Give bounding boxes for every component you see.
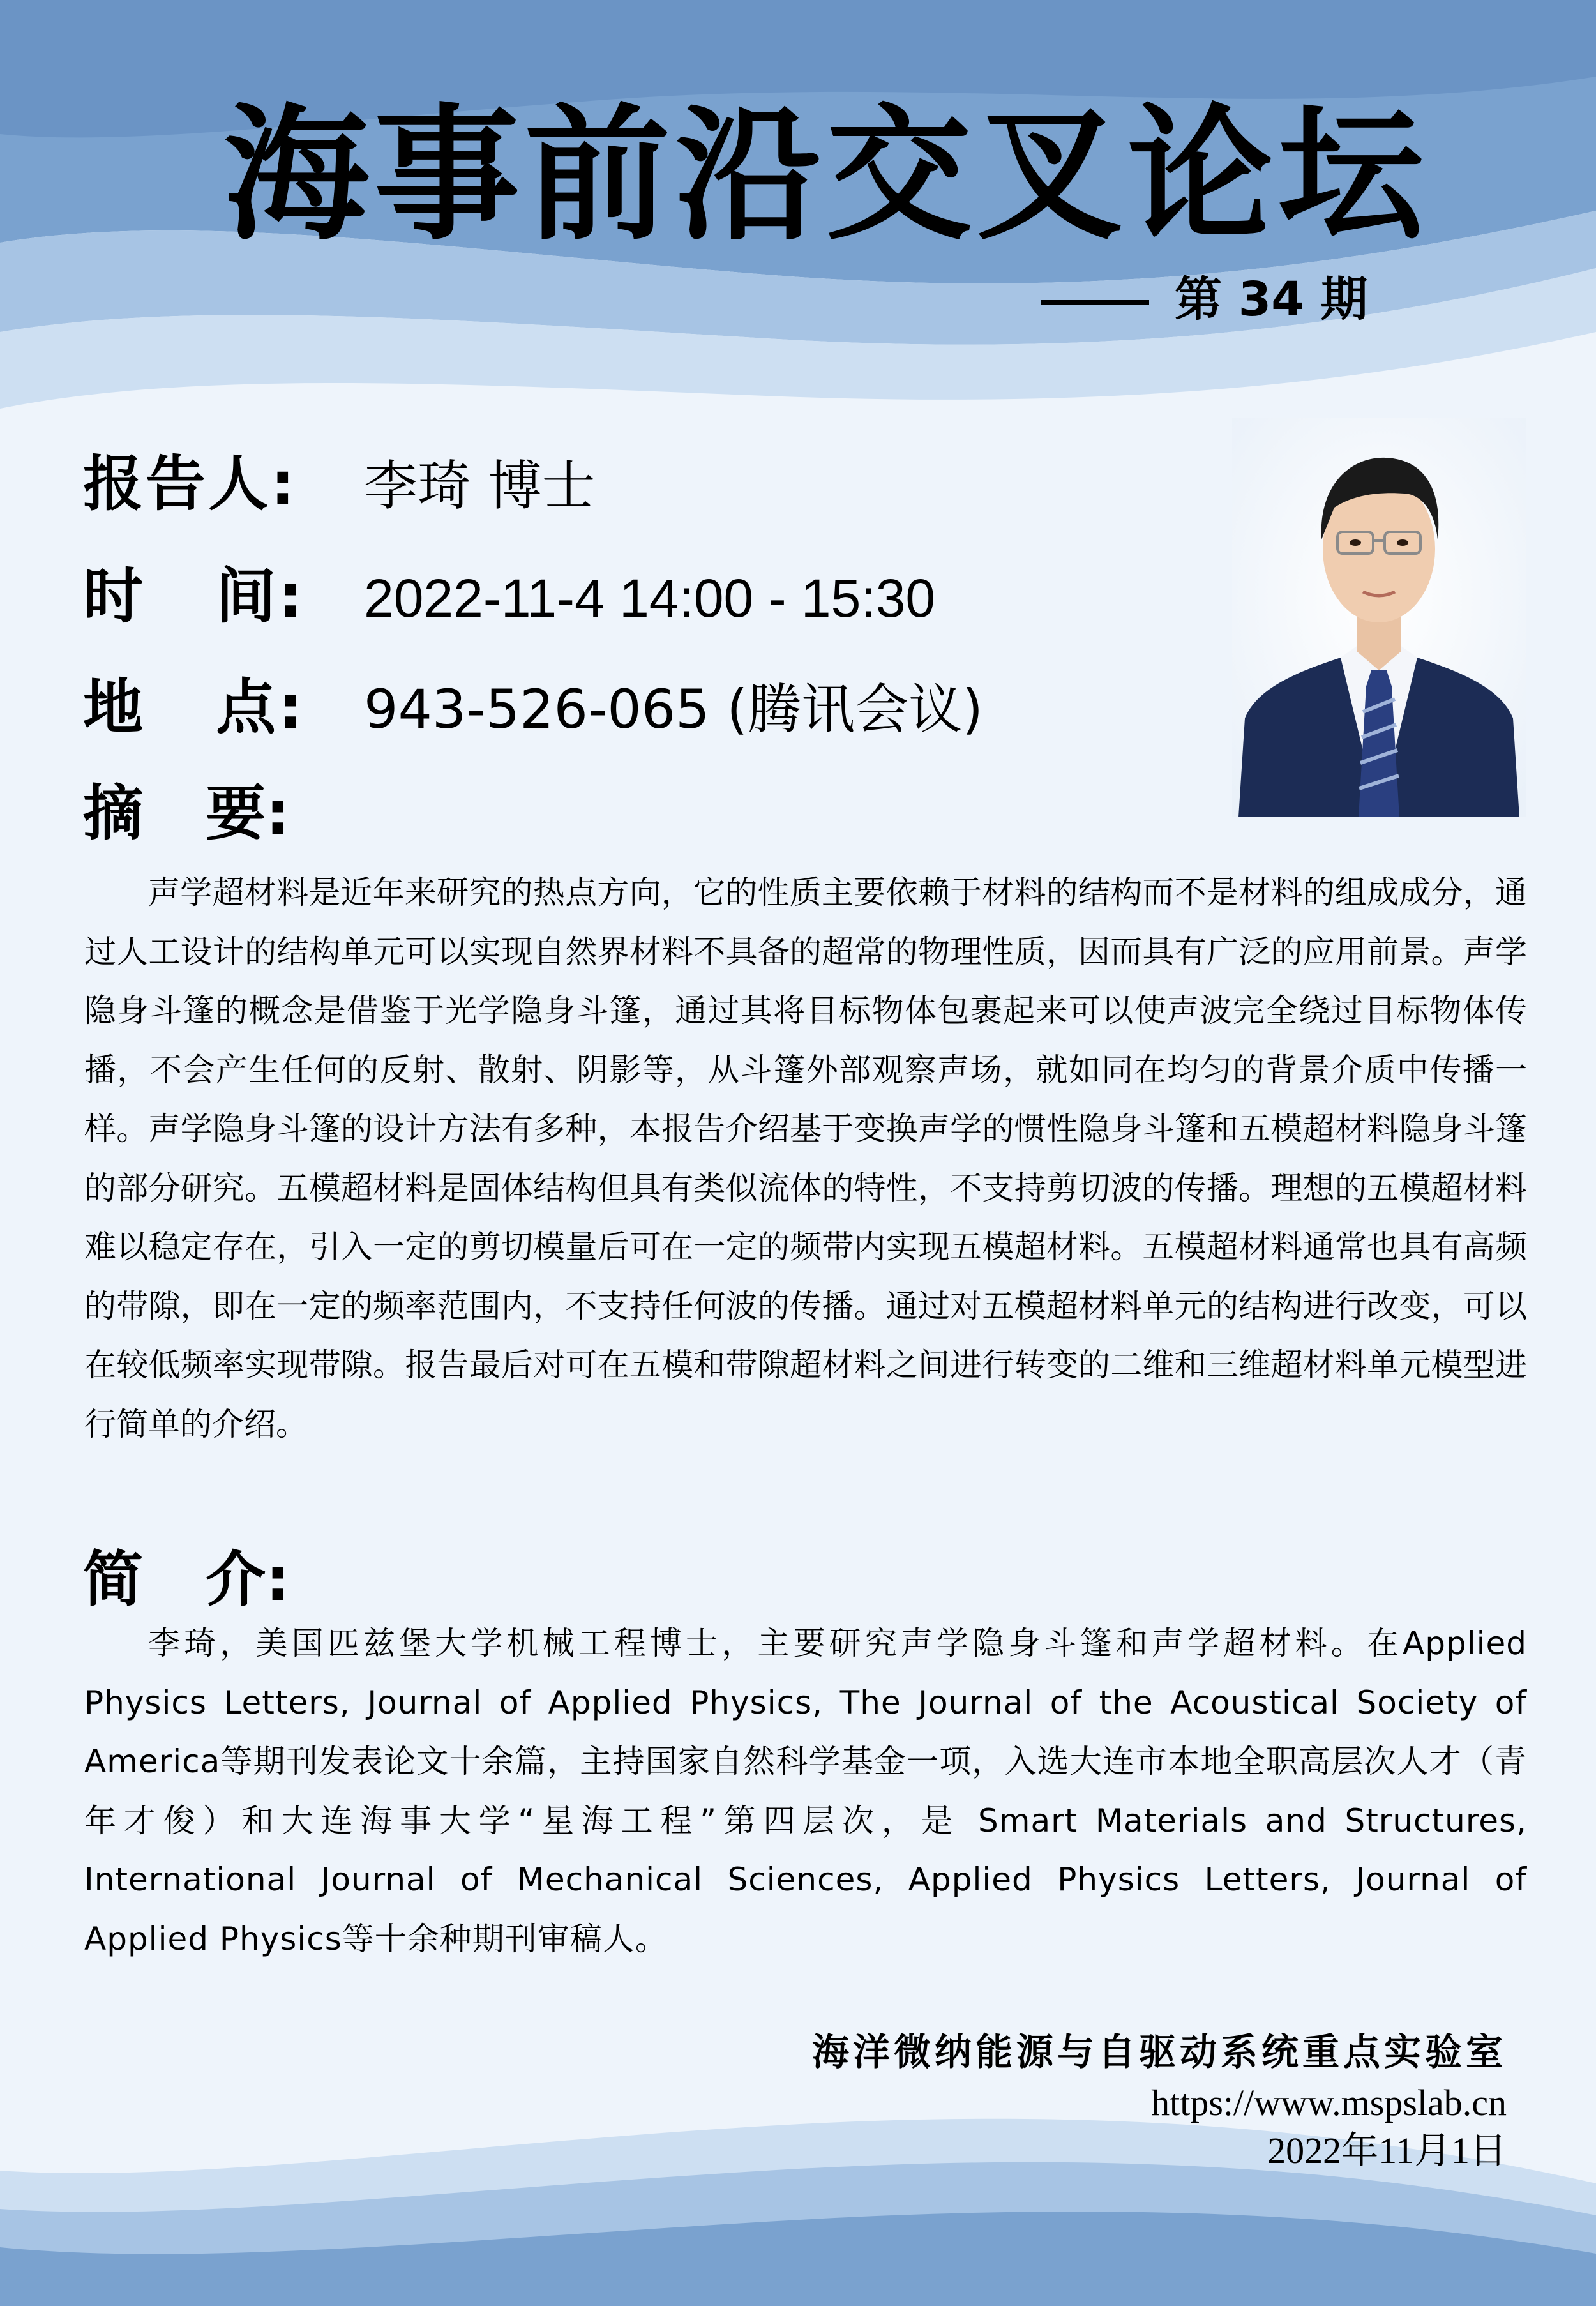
speaker-value: 李琦 博士	[364, 455, 596, 517]
speaker-row	[83, 449, 596, 519]
abstract-heading: 摘 要:	[83, 779, 290, 848]
speaker-photo	[1232, 418, 1526, 817]
time-row	[83, 562, 936, 631]
issue-label: 第 34 期	[1175, 272, 1368, 327]
forum-title: 海事前沿交叉论坛	[223, 90, 1429, 260]
bio-text: 李琦，美国匹兹堡大学机械工程博士，主要研究声学隐身斗篷和声学超材料。在Applied Physics Letters, Journal of Applied Physics, The Journal of the Acoustical Society of America等期刊发表论文十余篇，主持国家自然科学基金一项，入选大连市本地全职高层次人才（青年才俊）和大连海事大学“星海工程”第四层次，是 Smart Materials and Structures, International Journal of Mechanical Sciences, Applied Physics Letters, Journal of Applied Physics等十余种期刊审稿人。	[84, 1625, 1527, 1957]
place-value: 943-526-065 (腾讯会议)	[364, 678, 983, 741]
speaker-label: 报告人:	[83, 449, 297, 519]
place-label: 地 点:	[83, 673, 305, 742]
time-label: 时 间:	[83, 562, 305, 631]
issue-date: 2022年11月1日	[1267, 2130, 1507, 2171]
place-row	[83, 673, 983, 742]
bio-heading: 简 介:	[83, 1545, 290, 1615]
time-value: 2022-11-4 14:00 - 15:30	[364, 568, 936, 628]
issue-number	[1041, 272, 1368, 327]
lab-url[interactable]: https://www.mspslab.cn	[1151, 2082, 1507, 2123]
abstract-text: 声学超材料是近年来研究的热点方向，它的性质主要依赖于材料的结构而不是材料的组成成分，通过人工设计的结构单元可以实现自然界材料不具备的超常的物理性质，因而具有广泛的应用前景。声学隐身斗篷的概念是借鉴于光学隐身斗篷，通过其将目标物体包裹起来可以使声波完全绕过目标物体传播，不会产生任何的反射、散射、阴影等，从斗篷外部观察声场，就如同在均匀的背景介质中传播一样。声学隐身斗篷的设计方法有多种，本报告介绍基于变换声学的惯性隐身斗篷和五模超材料隐身斗篷的部分研究。五模超材料是固体结构但具有类似流体的特性，不支持剪切波的传播。理想的五模超材料难以稳定存在，引入一定的剪切模量后可在一定的频带内实现五模超材料。五模超材料通常也具有高频的带隙，即在一定的频率范围内，不支持任何波的传播。通过对五模超材料单元的结构进行改变，可以在较低频率实现带隙。报告最后对可在五模和带隙超材料之间进行转变的二维和三维超材料单元模型进行简单的介绍。	[84, 874, 1527, 1443]
lab-name: 海洋微纳能源与自驱动系统重点实验室	[811, 2030, 1507, 2074]
title-dash	[1041, 300, 1149, 305]
